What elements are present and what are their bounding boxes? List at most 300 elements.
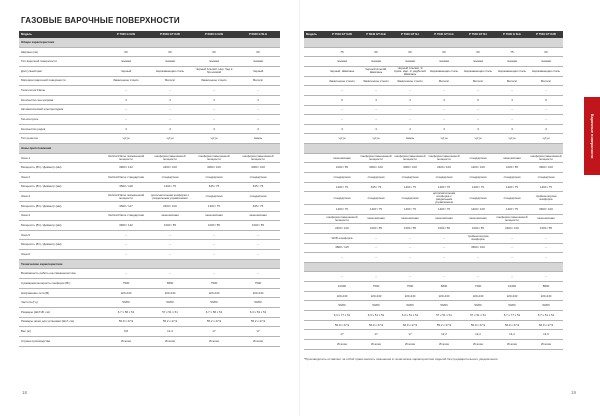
- table-cell: 3: [495, 124, 529, 134]
- row-label: [304, 243, 325, 253]
- table-row: [19, 279, 280, 289]
- header-model: P 7040 G N-G: [495, 31, 529, 38]
- table-cell: 3600 / 100: [461, 243, 495, 253]
- table-cell: 3000 / 100: [192, 163, 236, 173]
- table-cell: 1000 / 55: [393, 224, 427, 234]
- table-row: [304, 86, 563, 96]
- table-cell: экономичная: [236, 211, 280, 221]
- table-cell: стандартная: [359, 192, 393, 205]
- table-row: [304, 224, 563, 234]
- table-cell: 1400 / 100: [461, 204, 495, 214]
- table-cell: 2400 / 100: [495, 224, 529, 234]
- table-cell: –: [427, 253, 461, 263]
- table-cell: стандартная: [461, 192, 495, 205]
- table-cell: чугун: [529, 134, 563, 144]
- table-cell: газовая: [104, 57, 148, 67]
- table-cell: чугун: [325, 134, 359, 144]
- table-row: [19, 66, 280, 76]
- table-cell: –: [325, 115, 359, 125]
- table-row: [19, 269, 280, 279]
- table-cell: Нержавеющая сталь: [427, 66, 461, 76]
- table-cell: [192, 38, 236, 48]
- table-cell: 220-240: [393, 291, 427, 301]
- row-label: Материал варочной поверхности: [19, 76, 104, 86]
- table-cell: –: [359, 105, 393, 115]
- table-cell: [393, 144, 427, 154]
- row-label: Тип варочной поверхности: [19, 57, 104, 67]
- table-cell: 3000 / 100: [236, 163, 280, 173]
- row-label: Размеры ниши для установки (ШхГ, см): [19, 317, 104, 327]
- table-cell: [461, 144, 495, 154]
- table-cell: 3: [427, 124, 461, 134]
- table-row: [19, 327, 280, 337]
- table-cell: –: [495, 272, 529, 282]
- table-cell: 55,2 х 47,9: [148, 317, 192, 327]
- row-label: [304, 262, 325, 272]
- table-cell: конфорка повышенной мощности: [192, 153, 236, 163]
- row-label: Мощность (Вт) / Диаметр (мм): [19, 221, 104, 231]
- table-cell: 60: [359, 47, 393, 57]
- table-cell: 1400 / 75: [529, 182, 563, 192]
- table-cell: 14,2: [495, 330, 529, 340]
- table-cell: газовая: [236, 57, 280, 67]
- table-row: [304, 115, 563, 125]
- header-label: Модель: [19, 31, 104, 38]
- table-cell: 55,2 х 47,9: [192, 317, 236, 327]
- row-label: [304, 95, 325, 105]
- table-cell: Закаленное стекло: [192, 76, 236, 86]
- table-cell: 1000 / 55: [461, 224, 495, 234]
- table-cell: –: [393, 115, 427, 125]
- row-label: Технология Flame: [19, 86, 104, 96]
- table-cell: [359, 144, 393, 154]
- table-row: [19, 211, 280, 221]
- table-cell: –: [393, 253, 427, 263]
- table-cell: [104, 38, 148, 48]
- table-row: [19, 317, 280, 327]
- table-cell: –: [427, 272, 461, 282]
- table-cell: Vertical Flame повышенной мощности: [104, 153, 148, 163]
- table-cell: [529, 38, 563, 48]
- table-cell: –: [236, 86, 280, 96]
- row-label: Общие характеристики: [19, 38, 104, 48]
- table-cell: Нержавеющая сталь: [529, 66, 563, 76]
- row-label: [304, 76, 325, 86]
- table-cell: –: [393, 233, 427, 243]
- row-label: [304, 301, 325, 311]
- table-cell: 220-240: [359, 291, 393, 301]
- table-row: [19, 95, 280, 105]
- table-cell: 50/60: [148, 298, 192, 308]
- table-cell: стандартная: [427, 173, 461, 183]
- table-row: [19, 250, 280, 260]
- table-cell: –: [495, 115, 529, 125]
- row-label: [304, 47, 325, 57]
- header-model: P 6040 G W-G: [236, 31, 280, 38]
- table-row: [19, 134, 280, 144]
- table-cell: –: [359, 115, 393, 125]
- table-cell: газовая: [461, 57, 495, 67]
- specs-table-left: [19, 31, 280, 347]
- row-label: Мощность (Вт) / Диаметр (мм): [19, 201, 104, 211]
- table-cell: Закаленное стекло: [325, 76, 359, 86]
- table-cell: 3: [192, 124, 236, 134]
- table-cell: [236, 144, 280, 154]
- row-label: Мощность (Вт) / Диаметр (мм): [19, 240, 104, 250]
- table-cell: 3: [148, 124, 192, 134]
- table-cell: –: [148, 115, 192, 125]
- table-cell: –: [495, 243, 529, 253]
- row-label: Тип решеток: [19, 134, 104, 144]
- table-cell: Черный Альпий, Шампань: [359, 66, 393, 76]
- table-cell: [529, 144, 563, 154]
- table-row: [304, 57, 563, 67]
- table-cell: стандартная: [325, 192, 359, 205]
- table-cell: 50/60: [104, 298, 148, 308]
- table-cell: –: [359, 272, 393, 282]
- row-label: [304, 134, 325, 144]
- table-cell: 57 х 51 х 51: [461, 311, 495, 321]
- table-cell: чугун: [461, 134, 495, 144]
- table-cell: [236, 38, 280, 48]
- table-cell: 60: [192, 47, 236, 57]
- row-label: Технические характеристики: [19, 259, 104, 269]
- table-cell: –: [359, 233, 393, 243]
- row-label: Газ-контроль: [19, 115, 104, 125]
- table-cell: стандартная: [236, 172, 280, 182]
- table-cell: Металл: [529, 76, 563, 86]
- table-cell: экономичная: [427, 214, 461, 224]
- table-cell: Черный: [104, 66, 148, 76]
- table-row: [19, 192, 280, 202]
- table-cell: [427, 38, 461, 48]
- table-row: [19, 221, 280, 231]
- table-row: [304, 95, 563, 105]
- section-side-tab[interactable]: [584, 97, 600, 175]
- table-cell: 4: [393, 124, 427, 134]
- table-row: [304, 330, 563, 340]
- table-cell: 60: [148, 47, 192, 57]
- table-cell: –: [104, 105, 148, 115]
- table-cell: 4: [393, 95, 427, 105]
- table-cell: Металл: [461, 76, 495, 86]
- table-cell: 55,2 х 47,9: [427, 320, 461, 330]
- table-cell: 9,8: [104, 327, 148, 337]
- row-label: [304, 330, 325, 340]
- table-cell: 50/60: [192, 298, 236, 308]
- table-cell: газовая: [325, 57, 359, 67]
- table-cell: –: [495, 233, 529, 243]
- table-row: [304, 339, 563, 349]
- table-cell: –: [427, 86, 461, 96]
- table-cell: 645 / 75: [236, 201, 280, 211]
- table-cell: Металл: [427, 76, 461, 86]
- table-row: [19, 201, 280, 211]
- table-row: [304, 253, 563, 263]
- row-label: Автоматический электроподжиг: [19, 105, 104, 115]
- table-cell: –: [529, 86, 563, 96]
- table-cell: газовая: [427, 57, 461, 67]
- table-cell: 4: [192, 95, 236, 105]
- table-cell: Закаленное стекло: [393, 76, 427, 86]
- table-cell: Vertical Flame повышенной мощности: [104, 192, 148, 202]
- table-cell: 1400 / 75: [461, 182, 495, 192]
- table-row: [304, 204, 563, 214]
- table-cell: 75: [325, 47, 359, 57]
- table-cell: 50/60: [427, 301, 461, 311]
- header-label: Модель: [304, 31, 325, 38]
- table-cell: 4: [104, 124, 148, 134]
- row-label: Зоны приготовления: [19, 144, 104, 154]
- table-cell: стандартная: [236, 192, 280, 202]
- table-cell: стандартная: [325, 173, 359, 183]
- table-cell: –: [148, 269, 192, 279]
- table-cell: –: [529, 115, 563, 125]
- table-row: [304, 105, 563, 115]
- table-cell: –: [236, 269, 280, 279]
- table-cell: [427, 144, 461, 154]
- table-cell: –: [529, 272, 563, 282]
- table-cell: 1400 / 75: [393, 204, 427, 214]
- table-row: [304, 47, 563, 57]
- table-row: [19, 86, 280, 96]
- table-cell: –: [427, 233, 461, 243]
- table-cell: Металл: [148, 76, 192, 86]
- row-label: Доступный цвет: [19, 66, 104, 76]
- table-cell: Черный Альпий, Э Крем. Нер. /с радбелей Шампань: [394, 66, 426, 76]
- table-cell: 60: [104, 47, 148, 57]
- table-cell: конфорка повышенной мощности: [360, 154, 392, 162]
- table-cell: 4: [104, 95, 148, 105]
- table-cell: 4: [359, 95, 393, 105]
- table-cell: 220-240: [148, 288, 192, 298]
- table-row: [19, 105, 280, 115]
- header-model: P 7040 GT N-G: [427, 31, 461, 38]
- table-cell: 1000 / 55: [325, 163, 359, 173]
- table-cell: 7500: [192, 279, 236, 289]
- table-cell: 7500: [359, 282, 393, 292]
- table-cell: 56,9 х 47,9: [393, 320, 427, 330]
- table-cell: стандартная: [359, 173, 393, 183]
- table-cell: [359, 38, 393, 48]
- table-cell: –: [236, 230, 280, 240]
- table-cell: 645 / 75: [359, 182, 393, 192]
- table-row: [304, 153, 563, 163]
- table-cell: 7500: [104, 279, 148, 289]
- table-cell: WOK-конфорка: [325, 233, 359, 243]
- table-row: [19, 230, 280, 240]
- table-cell: стандартная: [192, 172, 236, 182]
- row-label: Количество зон нагрева: [19, 95, 104, 105]
- table-cell: –: [359, 86, 393, 96]
- table-cell: –: [461, 253, 495, 263]
- table-cell: Италия: [192, 336, 236, 346]
- table-cell: [148, 38, 192, 48]
- table-cell: –: [148, 240, 192, 250]
- table-cell: стандартная: [495, 192, 529, 205]
- table-cell: 17: [325, 330, 359, 340]
- table-cell: 220-240: [236, 288, 280, 298]
- table-cell: 2400 / 100: [148, 163, 192, 173]
- table-cell: [427, 262, 461, 272]
- table-cell: –: [236, 115, 280, 125]
- table-cell: тройная корона вокфорка: [529, 192, 563, 205]
- table-row: [304, 233, 563, 243]
- table-cell: –: [325, 86, 359, 96]
- table-cell: экономичная: [148, 211, 192, 221]
- table-row: [19, 47, 280, 57]
- table-row: [304, 173, 563, 183]
- row-label: Зона 3: [19, 192, 104, 202]
- table-row: [304, 291, 563, 301]
- row-label: [304, 253, 325, 263]
- table-cell: –: [104, 230, 148, 240]
- table-cell: 7500: [393, 282, 427, 292]
- table-cell: [104, 259, 148, 269]
- table-cell: 3000 / 100: [393, 163, 427, 173]
- table-cell: 50/60: [236, 298, 280, 308]
- table-cell: –: [104, 115, 148, 125]
- table-cell: –: [236, 250, 280, 260]
- table-cell: 17: [236, 327, 280, 337]
- table-cell: 4: [427, 95, 461, 105]
- table-cell: Vertical Flame стандартная: [104, 211, 148, 221]
- row-label: Частота (Гц): [19, 298, 104, 308]
- table-cell: 50/60: [461, 301, 495, 311]
- table-cell: [192, 259, 236, 269]
- table-cell: 1400 / 75: [148, 182, 192, 192]
- table-cell: –: [192, 105, 236, 115]
- table-cell: тройная корона вокфорка: [461, 233, 495, 243]
- table-cell: 17: [393, 330, 427, 340]
- table-cell: эмаль: [236, 134, 280, 144]
- page-number-left: 18: [22, 390, 28, 395]
- table-cell: 56,9 х 47,9: [461, 320, 495, 330]
- row-label: [304, 66, 325, 76]
- table-row: [304, 124, 563, 134]
- row-label: [304, 153, 325, 163]
- table-cell: 1400 / 75: [359, 204, 393, 214]
- table-cell: 3600 / 100: [529, 204, 563, 214]
- table-cell: стандартная: [461, 173, 495, 183]
- table-cell: конфорка повышенной мощности: [326, 215, 358, 222]
- table-cell: 55,2 х 47,9: [236, 317, 280, 327]
- row-label: [304, 214, 325, 224]
- table-cell: 3600 / 117: [104, 201, 148, 211]
- table-cell: [495, 144, 529, 154]
- table-cell: 3800 / 115: [325, 243, 359, 253]
- table-cell: 8800: [529, 282, 563, 292]
- table-cell: дополнительная конфорка с раздельным управлением: [427, 192, 461, 205]
- header-model: P 7540 GT N-I: [461, 31, 495, 38]
- table-cell: экономичная: [192, 211, 236, 221]
- table-cell: –: [148, 105, 192, 115]
- table-cell: экономичная: [325, 153, 359, 163]
- table-cell: Италия: [495, 339, 529, 349]
- table-cell: чугун: [192, 134, 236, 144]
- table-cell: –: [236, 240, 280, 250]
- table-cell: 56,9 х 47,9: [529, 320, 563, 330]
- table-cell: Италия: [104, 336, 148, 346]
- table-cell: 1000 / 55: [148, 221, 192, 231]
- table-row: [304, 243, 563, 253]
- section-row: [304, 262, 563, 272]
- table-cell: 6,3 х 51 х 51: [393, 311, 427, 321]
- row-label: Ширина (см): [19, 47, 104, 57]
- header-model: P 6040 GT N-W: [148, 31, 192, 38]
- table-cell: Металл: [236, 76, 280, 86]
- section-row: [19, 38, 280, 48]
- table-cell: 12,2: [427, 330, 461, 340]
- row-label: [304, 182, 325, 192]
- table-cell: 60: [427, 47, 461, 57]
- table-cell: стандартная: [148, 172, 192, 182]
- row-label: [304, 204, 325, 214]
- row-label: Размеры (ШхГхВ, см): [19, 307, 104, 317]
- table-cell: –: [192, 230, 236, 240]
- table-cell: 2400 / 100: [427, 163, 461, 173]
- row-label: Мощность (Вт) / Диаметр (мм): [19, 182, 104, 192]
- table-cell: 5,7 х 77 х 51: [495, 311, 529, 321]
- table-cell: конфорка повышенной мощности: [148, 153, 192, 163]
- table-cell: –: [359, 243, 393, 253]
- row-label: Зона 2: [19, 172, 104, 182]
- header-model: P 7540 GT N-W: [325, 31, 359, 38]
- table-cell: [236, 259, 280, 269]
- table-cell: 3900 / 122: [104, 221, 148, 231]
- footnote: *Производитель оставляет за собой право вносить изменения в технические характеристики изделий без предварительного уведомления: [304, 357, 498, 361]
- table-cell: 56,9 х 47,9: [495, 320, 529, 330]
- table-cell: стандартная: [529, 173, 563, 183]
- row-label: [304, 320, 325, 330]
- table-cell: дополнительная конфорка с раздельным управлением: [148, 192, 192, 202]
- table-cell: Нержавеющая сталь: [461, 66, 495, 76]
- table-row: [19, 240, 280, 250]
- row-label: [304, 57, 325, 67]
- header-model: P 7040 G N-W: [104, 31, 148, 38]
- table-cell: 3: [529, 124, 563, 134]
- table-cell: 7300: [461, 282, 495, 292]
- table-cell: –: [393, 243, 427, 253]
- table-cell: стандартная: [393, 192, 427, 205]
- table-row: [19, 76, 280, 86]
- row-label: Вес (кг): [19, 327, 104, 337]
- row-label: [304, 311, 325, 321]
- header-model: P 7540 GT N-W: [529, 31, 563, 38]
- table-cell: Vertical Flame стандартная: [104, 172, 148, 182]
- row-label: Страна производства: [19, 336, 104, 346]
- table-cell: 50/60: [529, 301, 563, 311]
- table-cell: –: [427, 243, 461, 253]
- header-model: P 6040 GT N-B: [359, 31, 393, 38]
- table-cell: Италия: [461, 339, 495, 349]
- row-label: [304, 38, 325, 48]
- table-cell: –: [325, 272, 359, 282]
- table-cell: эмаль: [393, 134, 427, 144]
- table-cell: конфорка повышенной мощности: [530, 154, 562, 162]
- table-cell: [148, 144, 192, 154]
- table-cell: газовая: [495, 57, 529, 67]
- table-cell: 1400 / 100: [461, 163, 495, 173]
- table-cell: –: [192, 240, 236, 250]
- table-cell: –: [427, 105, 461, 115]
- table-row: [19, 124, 280, 134]
- table-cell: 6,3 х 53 х 51: [236, 307, 280, 317]
- row-label: [304, 282, 325, 292]
- table-cell: [325, 38, 359, 48]
- table-cell: 6,7 х 58 х 51: [104, 307, 148, 317]
- table-cell: конфорка повышенной мощности: [236, 153, 280, 163]
